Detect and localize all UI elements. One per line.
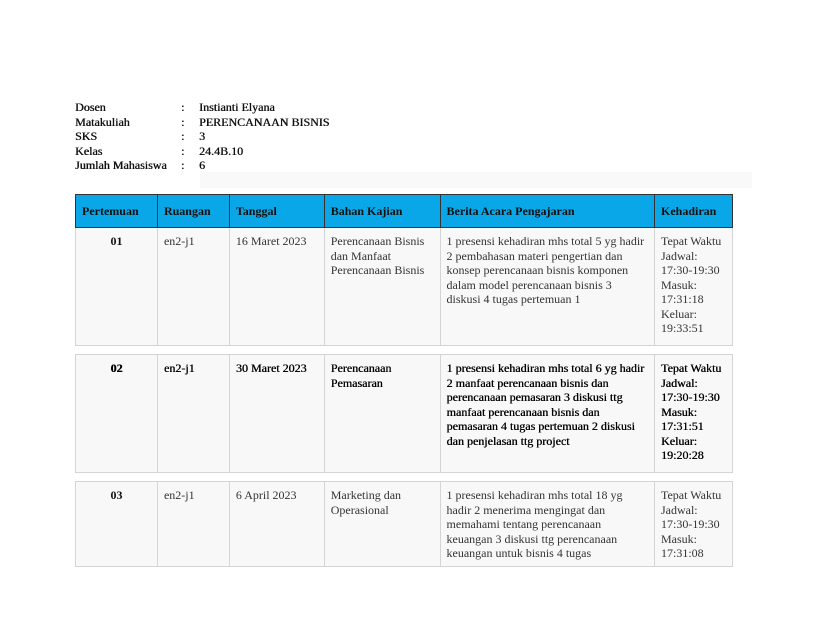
- info-separator: :: [181, 129, 185, 143]
- info-separator: :: [181, 100, 185, 114]
- info-row-sks: [75, 129, 329, 144]
- header-ruangan: Ruangan: [157, 195, 229, 228]
- cell-tanggal: 16 Maret 2023: [229, 228, 324, 346]
- header-kehadiran: Kehadiran: [654, 195, 732, 228]
- info-label: Kelas: [75, 143, 103, 158]
- info-row-jumlah-mahasiswa: [75, 158, 329, 173]
- cell-tanggal: 30 Maret 2023: [229, 355, 324, 473]
- cell-berita-acara: 1 presensi kehadiran mhs total 18 yg hadir 2 menerima mengingat dan memahami tentang perencanaan keuangan 3 diskusi ttg perencanaan keuangan untuk bisnis 4 tugas: [440, 482, 654, 567]
- header-tanggal: Tanggal: [229, 195, 324, 228]
- table-row: [76, 228, 733, 346]
- info-value: 3: [199, 129, 205, 143]
- info-separator: :: [181, 158, 185, 172]
- row-spacer: [76, 346, 733, 355]
- info-row-matakuliah: [75, 115, 329, 130]
- cell-berita-acara: 1 presensi kehadiran mhs total 6 yg hadir 2 manfaat perencanaan bisnis dan perencanaan pemasaran 3 diskusi ttg manfaat perencanaan bisnis dan pemasaran 4 tugas pertemuan 2 diskusi dan penjelasan ttg project: [440, 355, 654, 473]
- cell-berita-acara: 1 presensi kehadiran mhs total 5 yg hadir 2 pembahasan materi pengertian dan konsep perencanaan bisnis komponen dalam model perencanaan bisnis 3 diskusi 4 tugas pertemuan 1: [440, 228, 654, 346]
- table-row: [76, 355, 733, 473]
- table-header-row: [76, 195, 733, 228]
- header-bahan-kajian: Bahan Kajian: [324, 195, 440, 228]
- kehadiran-jadwal: 17:30-19:30: [660, 390, 720, 404]
- cell-kehadiran: [654, 228, 732, 346]
- kehadiran-status: Tepat Waktu: [660, 361, 722, 375]
- info-separator: :: [181, 114, 185, 129]
- kehadiran-masuk: 17:31:18: [660, 292, 704, 306]
- info-label: Matakuliah: [75, 114, 130, 129]
- cell-pertemuan: 03: [76, 482, 158, 567]
- kehadiran-masuk-label: Masuk:: [660, 531, 697, 546]
- cell-kehadiran: [654, 482, 732, 567]
- cell-ruangan: en2-j1: [157, 228, 229, 346]
- kehadiran-masuk-label: Masuk:: [660, 404, 697, 419]
- row-spacer: [76, 473, 733, 482]
- kehadiran-keluar: 19:33:51: [660, 321, 704, 335]
- info-value: 6: [199, 158, 205, 172]
- info-row-dosen: [75, 100, 329, 115]
- info-separator: :: [181, 143, 185, 158]
- cell-ruangan: en2-j1: [157, 355, 229, 473]
- attendance-table: [75, 194, 733, 567]
- header-pertemuan: Pertemuan: [76, 195, 158, 228]
- kehadiran-jadwal: 17:30-19:30: [660, 517, 720, 531]
- cell-bahan-kajian: Perencanaan Bisnis dan Manfaat Perencanaan Bisnis: [324, 228, 440, 346]
- cell-tanggal: 6 April 2023: [229, 482, 324, 567]
- cell-ruangan: en2-j1: [157, 482, 229, 567]
- cell-pertemuan: 01: [76, 228, 158, 346]
- kehadiran-masuk: 17:31:51: [660, 419, 704, 433]
- kehadiran-status: Tepat Waktu: [660, 234, 722, 248]
- kehadiran-jadwal-label: Jadwal:: [660, 375, 698, 390]
- header-berita-acara: Berita Acara Pengajaran: [440, 195, 654, 228]
- info-value: PERENCANAAN BISNIS: [199, 114, 330, 129]
- kehadiran-keluar-label: Keluar:: [660, 306, 697, 321]
- cell-bahan-kajian: Marketing dan Operasional: [324, 482, 440, 567]
- kehadiran-jadwal-label: Jadwal:: [660, 248, 698, 263]
- info-value: Instianti Elyana: [199, 100, 275, 114]
- kehadiran-jadwal-label: Jadwal:: [660, 502, 698, 517]
- info-label: Dosen: [75, 100, 106, 114]
- table-row: [76, 482, 733, 567]
- kehadiran-masuk: 17:31:08: [660, 546, 704, 560]
- cell-kehadiran: [654, 355, 732, 473]
- kehadiran-keluar-label: Keluar:: [660, 433, 697, 448]
- info-label: SKS: [75, 129, 98, 143]
- info-value: 24.4B.10: [199, 143, 244, 158]
- course-info: [75, 100, 329, 173]
- kehadiran-masuk-label: Masuk:: [660, 277, 697, 292]
- cell-bahan-kajian: Perencanaan Pemasaran: [324, 355, 440, 473]
- info-row-kelas: [75, 144, 329, 159]
- cell-pertemuan: 02: [76, 355, 158, 473]
- kehadiran-status: Tepat Waktu: [660, 488, 722, 502]
- kehadiran-jadwal: 17:30-19:30: [660, 263, 720, 277]
- kehadiran-keluar: 19:20:28: [660, 448, 704, 462]
- background-band: [200, 172, 752, 188]
- info-label: Jumlah Mahasiswa: [75, 158, 167, 172]
